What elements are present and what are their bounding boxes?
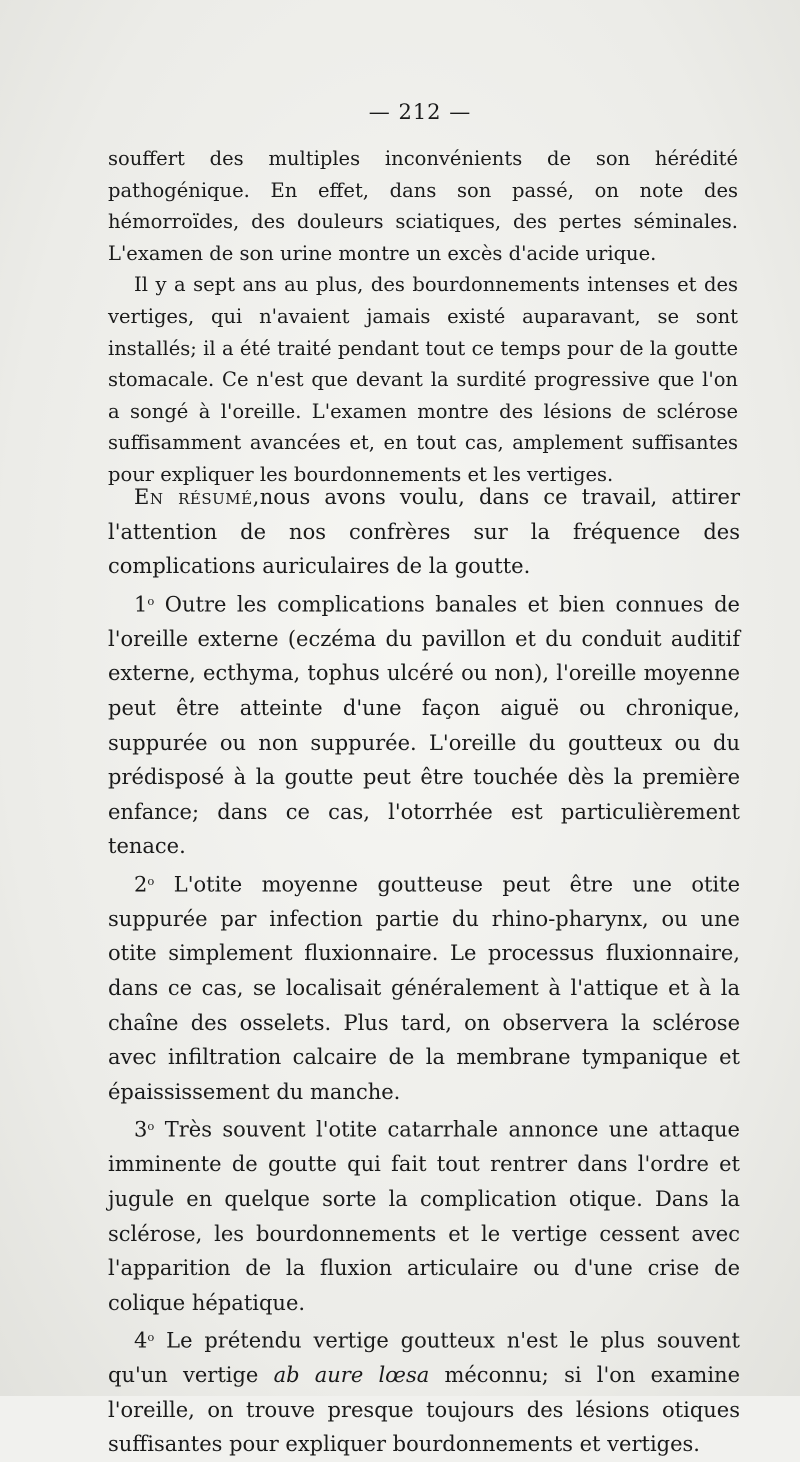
summary-section — [108, 480, 740, 1462]
page-number: — 212 — — [368, 100, 472, 124]
point-number: 2 — [134, 872, 148, 897]
summary-point — [108, 1320, 740, 1462]
point-number: 4 — [134, 1328, 148, 1353]
point-text: Outre les complications banales et bien connues de l'oreille externe (eczéma du pavillon et du conduit auditif externe, ecthyma, tophus ulcéré ou non), l'oreille moyenne peut être atteinte d'une façon aiguë ou chronique, suppurée ou non suppurée. L'oreille du goutteux ou du prédisposé à la goutte peut être touchée dès la première enfance; dans ce cas, l'otorrhée est particulièrement tenace. — [108, 592, 740, 859]
point-text: Très souvent l'otite catarrhale annonce une attaque imminente de goutte qui fait tout rentrer dans l'ordre et jugule en quelque sorte la complication otique. Dans la sclérose, les bourdonnements et le vertige cessent avec l'apparition de la fluxion articulaire ou d'une crise de colique hépatique. — [108, 1117, 740, 1315]
observation-continuation — [108, 143, 738, 491]
point-number: 3 — [134, 1117, 148, 1142]
point-text-after: méconnu; si l'on examine l'oreille, on trouve presque toujours des lésions otiques suffisantes pour expliquer bourdonnements et vertiges. — [108, 1363, 741, 1457]
point-number: 1 — [134, 592, 148, 617]
paragraph: Il y a sept ans au plus, des bourdonnements intenses et des vertiges, qui n'avaient jamais existé auparavant, se sont installés; il a été traité pendant tout ce temps pour de la goutte stomacale. Ce n'est que devant la surdité progressive que l'on a songé à l'oreille. L'examen montre des lésions de sclérose suffisamment avancées et, en tout cas, amplement suffisantes pour expliquer les bourdonnements et les vertiges. — [108, 273, 738, 486]
latin-phrase: ab aure lœsa — [273, 1363, 430, 1388]
summary-point — [108, 584, 740, 864]
point-ordinal: o — [147, 873, 155, 888]
point-ordinal: o — [147, 593, 155, 608]
point-ordinal: o — [147, 1330, 155, 1345]
paragraph: souffert des multiples inconvénients de son hérédité pathogénique. En effet, dans son passé, on note des hémorroïdes, des douleurs sciatiques, des pertes séminales. L'examen de son urine montre un excès d'acide urique. — [108, 147, 738, 265]
point-ordinal: o — [147, 1119, 155, 1134]
point-text-before: Le prétendu vertige goutteux n'est le plus souvent qu'un vertige — [108, 1328, 740, 1388]
summary-point — [108, 1109, 740, 1320]
summary-intro-text: nous avons voulu, dans ce travail, attirer l'attention de nos confrères sur la fréquence des complications auriculaires de la goutte. — [108, 485, 740, 579]
summary-intro — [108, 480, 740, 584]
point-text: L'otite moyenne goutteuse peut être une otite suppurée par infection partie du rhino-pharynx, ou une otite simplement fluxionnaire. Le processus fluxionnaire, dans ce cas, se localisait généralement à l'attique et à la chaîne des osselets. Plus tard, on observera la sclérose avec infiltration calcaire de la membrane tympanique et épaississement du manche. — [108, 872, 740, 1104]
summary-lead: En résumé, — [134, 485, 260, 509]
summary-point — [108, 864, 740, 1110]
